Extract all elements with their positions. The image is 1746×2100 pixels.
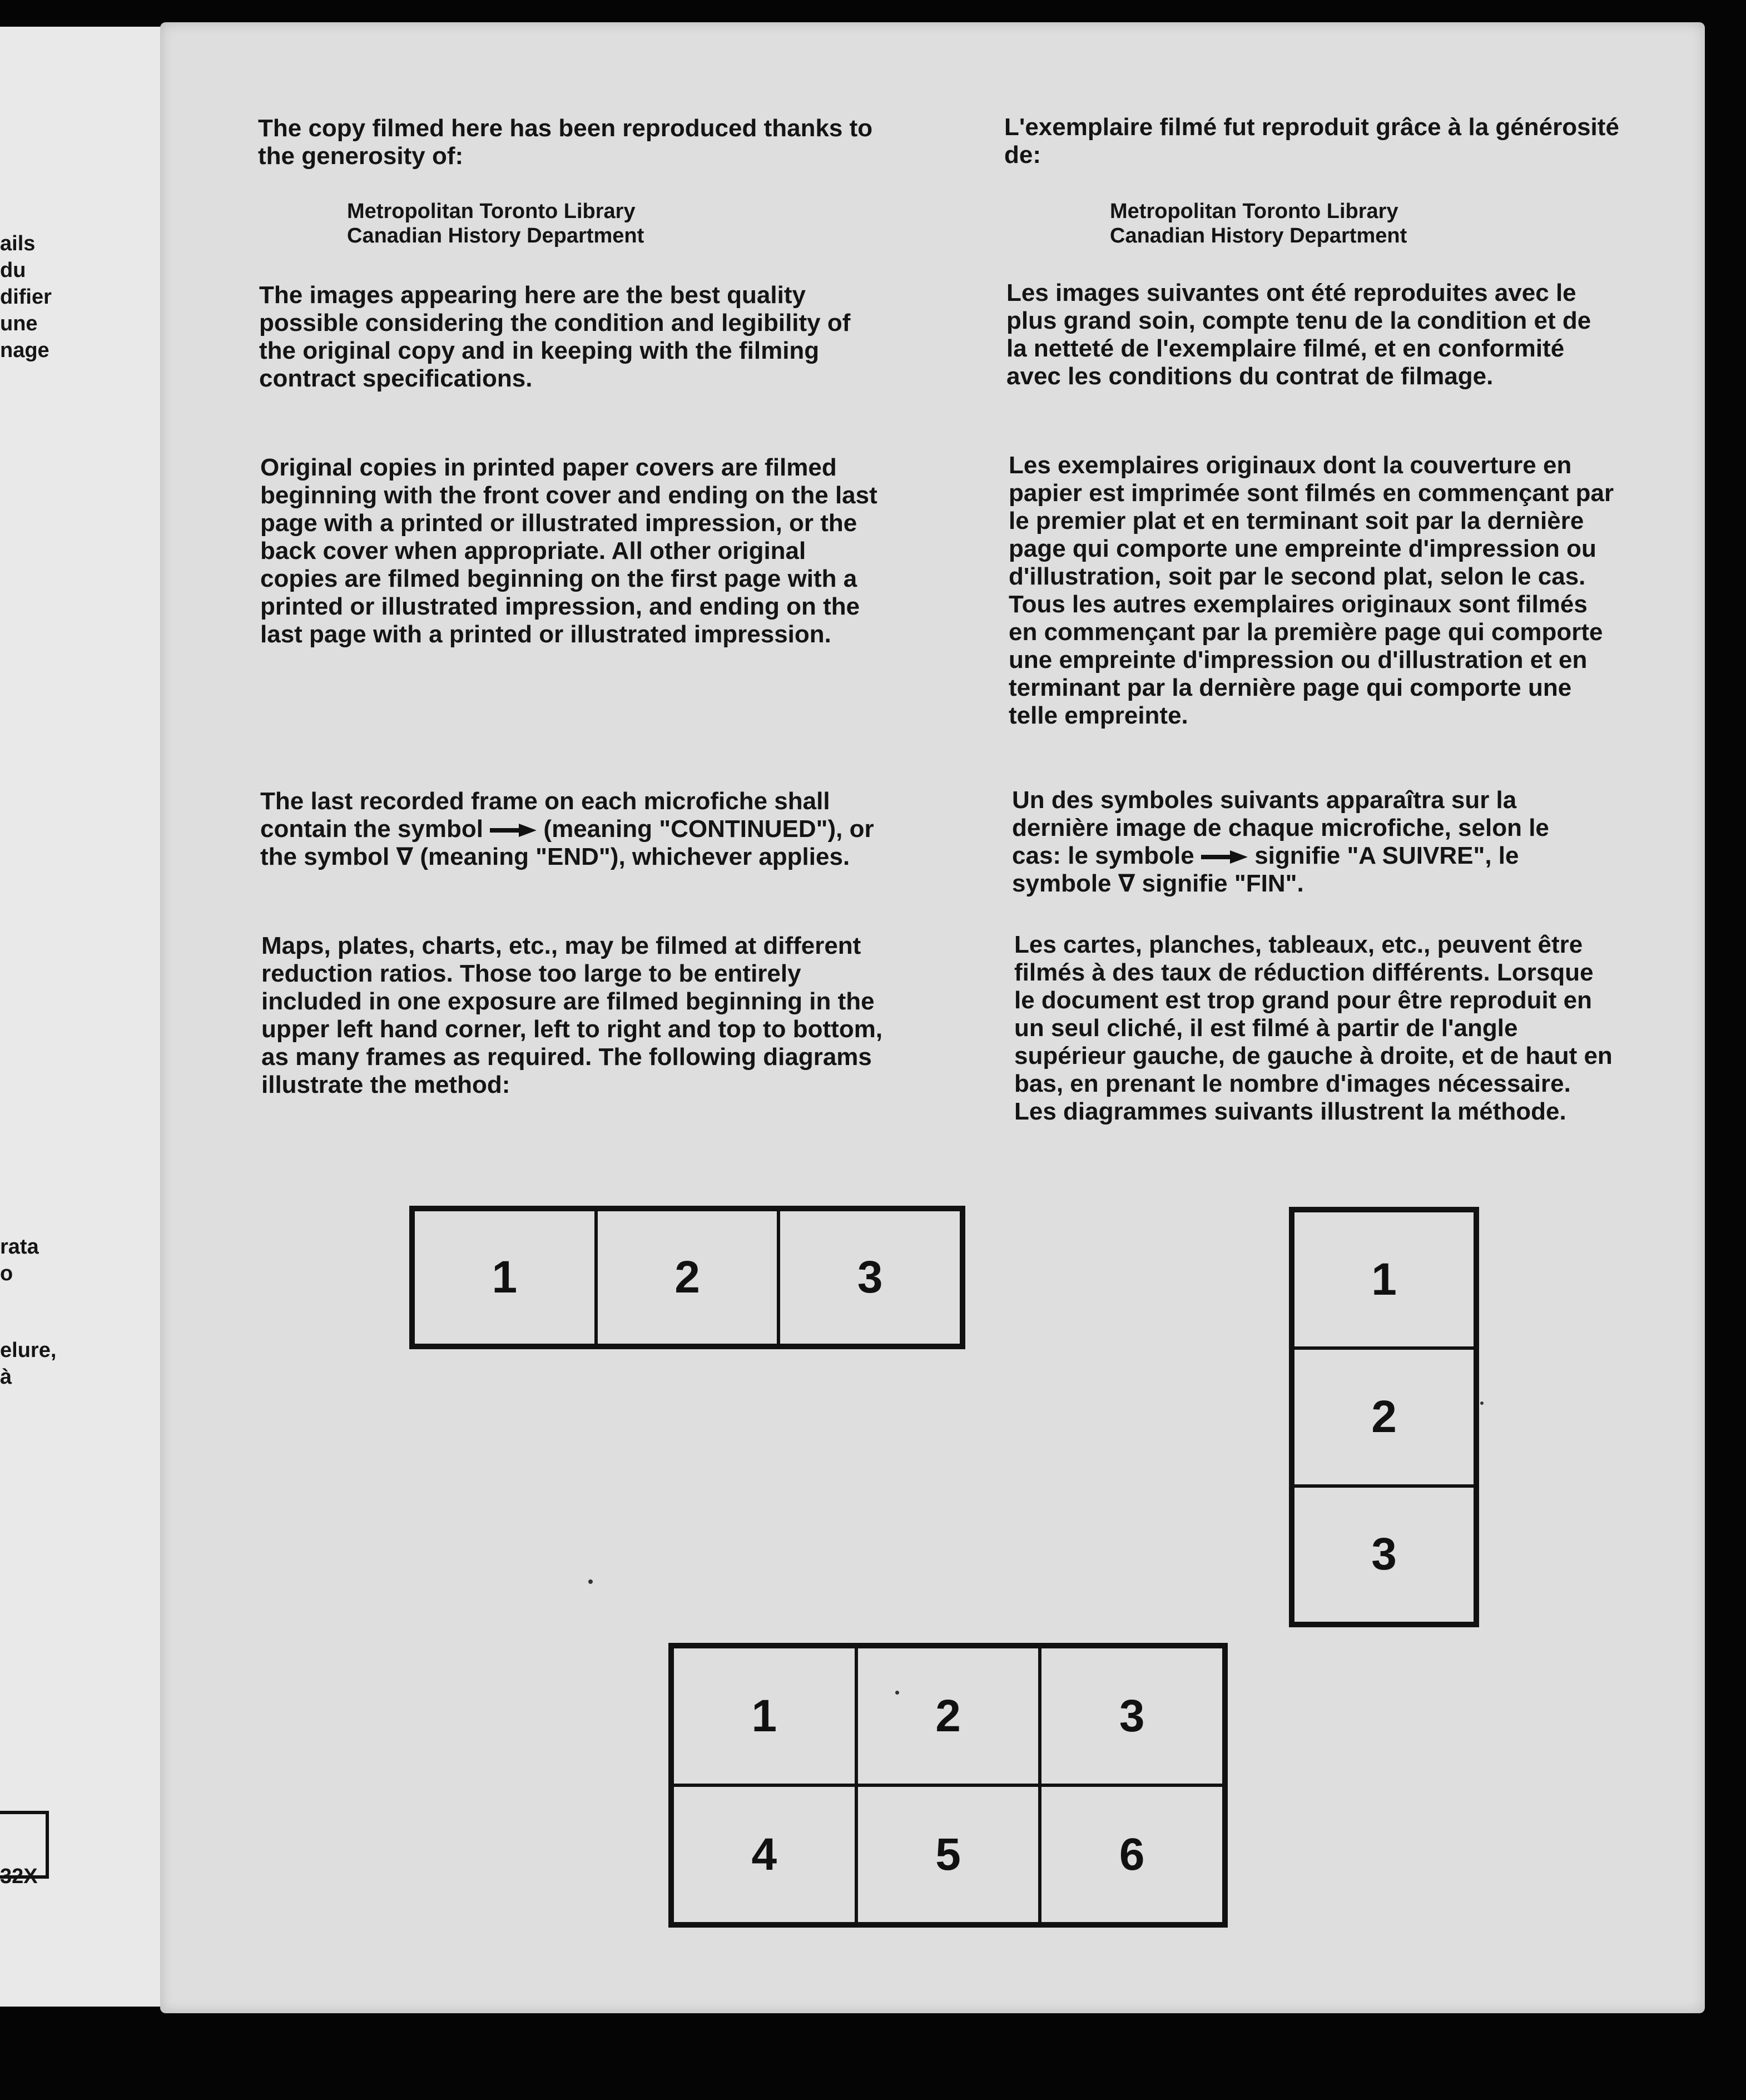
left-fragment-text: rata: [0, 1235, 39, 1259]
main-page: [160, 22, 1705, 2013]
library-department: Canadian History Department: [347, 224, 644, 247]
french-intro: L'exemplaire filmé fut reproduit grâce à la générosité de:: [1004, 113, 1619, 169]
english-originals: Original copies in printed paper covers are filmed beginning with the front cover and ending on the last page with a printed or illustrated impression, or the back cover when appropriate. All other original copies are filmed beginning on the first page with a printed or illustrated impression, and ending on the last page with a printed or illustrated impression.: [260, 454, 877, 648]
left-fragment-text: du: [0, 259, 26, 282]
diagram-cell: 5: [856, 1785, 1040, 1924]
left-fragment-text: elure,: [0, 1339, 57, 1362]
french-symbols: [1012, 786, 1601, 898]
scan-speck: [895, 1691, 899, 1695]
diagram-cell: 2: [1293, 1348, 1475, 1485]
symbol-text-b: signifie "A SUIVRE", le symbole ∇ signifie "FIN".: [1012, 842, 1519, 897]
library-name: Metropolitan Toronto Library: [347, 200, 636, 223]
continued-arrow-icon: [490, 822, 537, 839]
diagram-cell: 1: [1293, 1211, 1475, 1348]
diagram-cell: 3: [1293, 1486, 1475, 1623]
english-quality: The images appearing here are the best quality possible considering the condition and legibility of the original copy and in keeping with the filming contract specifications.: [259, 281, 851, 392]
scan-speck: [588, 1579, 593, 1584]
diagram-cell: 3: [1040, 1647, 1224, 1785]
diagram-cell: 1: [413, 1210, 596, 1345]
left-fragment-text: à: [0, 1365, 12, 1389]
symbol-text-a: Un des symboles suivants apparaîtra sur la dernière image de chaque microfiche, selon le cas: le symbole: [1012, 786, 1549, 869]
left-fragment-text: nage: [0, 339, 49, 362]
english-maps: Maps, plates, charts, etc., may be filmed at different reduction ratios. Those too large to be entirely included in one exposure are filmed beginning in the upper left hand corner, left to right and top to bottom, as many frames as required. The following diagrams illustrate the method:: [261, 932, 883, 1098]
diagram-cell: 4: [672, 1785, 856, 1924]
diagram-cell: 6: [1040, 1785, 1224, 1924]
french-originals: Les exemplaires originaux dont la couverture en papier est imprimée sont filmés en commençant par le premier plat et en terminant soit par la dernière page qui comporte une empreinte d'impression ou d'illustration, soit par le second plat, selon le cas. Tous les autres exemplaires originaux sont filmés en commençant par la première page qui comporte une empreinte d'impression ou d'illustration et en terminant par la dernière page qui comporte une telle empreinte.: [1009, 452, 1614, 729]
diagram-cell: 2: [596, 1210, 779, 1345]
symbol-text-a: The last recorded frame on each microfiche shall contain the symbol: [260, 788, 830, 843]
left-fragment-text: o: [0, 1262, 13, 1285]
left-page-fragment: [0, 27, 167, 2007]
diagram-horizontal: [409, 1206, 965, 1349]
english-symbols: [260, 788, 883, 871]
library-department: Canadian History Department: [1110, 224, 1407, 247]
diagram-cell: 3: [778, 1210, 961, 1345]
reduction-caption: 32X: [0, 1865, 38, 1888]
english-library: [347, 199, 736, 248]
english-intro: The copy filmed here has been reproduced thanks to the generosity of:: [258, 115, 873, 170]
french-maps: Les cartes, planches, tableaux, etc., peuvent être filmés à des taux de réduction différents. Lorsque le document est trop grand pour être reproduit en un seul cliché, il est filmé à partir de l'angle supérieur gauche, de gauche à droite, et de haut en bas, en prenant le nombre d'images nécessaire. Les diagrammes suivants illustrent la méthode.: [1014, 931, 1613, 1125]
diagram-cell: 2: [856, 1647, 1040, 1785]
left-fragment-text: une: [0, 312, 38, 335]
french-library: [1110, 199, 1499, 248]
diagram-cell: 1: [672, 1647, 856, 1785]
diagram-vertical: [1289, 1207, 1479, 1627]
library-name: Metropolitan Toronto Library: [1110, 200, 1398, 223]
continued-arrow-icon: [1201, 849, 1248, 865]
symbol-text-b: (meaning "CONTINUED"), or the symbol ∇ (meaning "END"), whichever applies.: [260, 815, 874, 870]
french-quality: Les images suivantes ont été reproduites avec le plus grand soin, compte tenu de la condition et de la netteté de l'exemplaire filmé, et en conformité avec les conditions du contrat de filmage.: [1006, 279, 1591, 390]
scan-speck: [1480, 1401, 1484, 1405]
diagram-grid: [668, 1643, 1228, 1928]
left-fragment-text: ails: [0, 232, 36, 255]
left-fragment-text: difier: [0, 285, 52, 309]
